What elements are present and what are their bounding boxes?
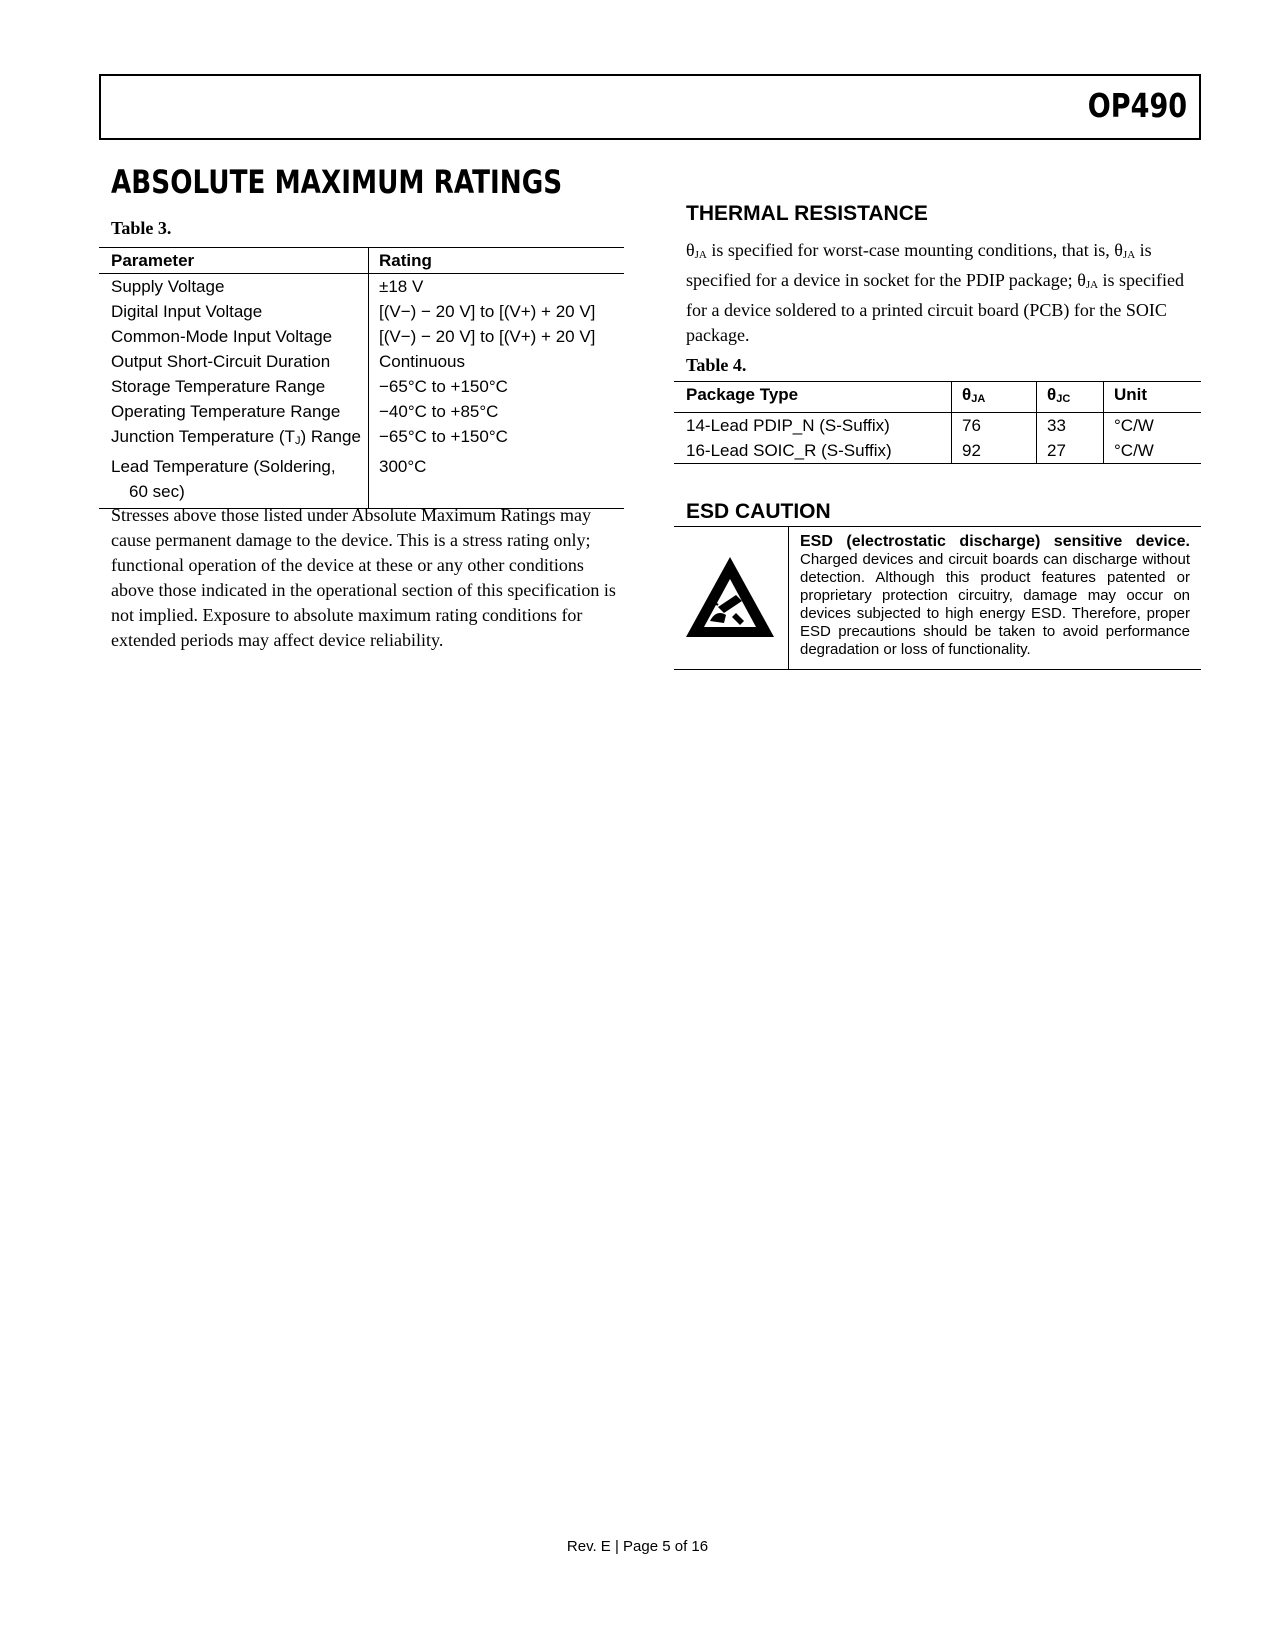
table-row [674,438,1201,464]
ja-subscript: JA [1122,249,1136,261]
theta-symbol: θ [1047,385,1057,404]
theta-symbol: θ [962,385,972,404]
parameter-cell [99,424,369,454]
esd-warning-icon [684,555,776,639]
jc-subscript: JC [1056,393,1071,405]
theta-ja-cell: 76 [952,413,1037,439]
parameter-cell [99,454,369,509]
column-header-rating: Rating [369,248,625,274]
header-box [99,74,1201,140]
parameter-line2: 60 sec) [129,482,185,501]
thermal-text-2: is specified for a device in socket for the PDIP package; [686,240,1152,290]
page-title: ABSOLUTE MAXIMUM RATINGS [111,163,563,201]
parameter-cell: Digital Input Voltage [111,302,263,321]
theta-jc-cell: 27 [1037,438,1104,464]
esd-heading: ESD CAUTION [686,500,831,523]
table3-caption: Table 3. [111,218,172,238]
column-header-theta-jc [1037,382,1104,413]
column-header-package: Package Type [674,382,952,413]
stress-note: Stresses above those listed under Absolute Maximum Ratings may cause permanent damage to the device. This is a stress rating only; functional operation of the device at these or any other conditions above those indicated in the operational section of this specification is not implied. Exposure to absolute maximum rating conditions for extended periods may affect device reliability. [111,505,616,650]
theta-symbol: θ [1114,240,1123,260]
table-row [99,374,624,399]
table-row [99,324,624,349]
table-row [674,413,1201,439]
theta-symbol: θ [686,240,695,260]
parameter-subscript: J [294,435,301,447]
parameter-line1: Lead Temperature (Soldering, [111,457,336,476]
unit-cell: °C/W [1104,438,1202,464]
theta-ja-cell: 92 [952,438,1037,464]
package-cell: 14-Lead PDIP_N (S-Suffix) [686,416,890,435]
table-row [99,454,624,509]
ja-subscript: JA [971,393,986,405]
parameter-cell: Output Short-Circuit Duration [111,352,331,371]
theta-symbol: θ [1077,270,1086,290]
table-row [99,399,624,424]
theta-jc-cell: 33 [1037,413,1104,439]
table-row [99,424,624,454]
page-footer: Rev. E | Page 5 of 16 [566,1538,709,1555]
table4-caption: Table 4. [686,355,747,375]
esd-caution-box [674,526,1201,670]
table-header-row [99,248,624,274]
rating-cell: 300°C [369,454,625,509]
package-cell: 16-Lead SOIC_R (S-Suffix) [674,438,952,464]
ja-subscript: JA [694,249,707,261]
table-row [99,274,624,300]
column-header-unit: Unit [1104,382,1202,413]
esd-body: Charged devices and circuit boards can discharge without detection. Although this product features patented or proprietary protection circuitry, damage may occur on devices subjected to high energy ESD. Therefore, proper ESD precautions should be taken to avoid performance degradation or loss of functionality. [800,551,1190,658]
parameter-cell: Common-Mode Input Voltage [111,327,333,346]
thermal-heading: THERMAL RESISTANCE [686,202,928,225]
part-number: OP490 [1087,86,1187,125]
rating-cell: [(V−) − 20 V] to [(V+) + 20 V] [369,299,625,324]
unit-cell: °C/W [1104,413,1202,439]
parameter-cell: Operating Temperature Range [111,402,341,421]
column-header-theta-ja [952,382,1037,413]
rating-cell: −65°C to +150°C [369,424,625,454]
rating-cell: [(V−) − 20 V] to [(V+) + 20 V] [369,324,625,349]
table-row [99,349,624,374]
parameter-cell: Storage Temperature Range [111,377,326,396]
table-header-row [674,382,1201,413]
parameter-suffix: ) Range [300,427,361,446]
column-header-parameter: Parameter [99,248,369,274]
parameter-cell: Supply Voltage [111,277,225,296]
table-row [99,299,624,324]
esd-text [800,533,1190,659]
ja-subscript: JA [1085,279,1099,291]
thermal-paragraph [686,238,1201,348]
rating-cell: Continuous [369,349,625,374]
rating-cell: ±18 V [369,274,625,300]
esd-divider [788,527,789,669]
parameter-prefix: Junction Temperature (T [111,427,295,446]
absolute-max-ratings-table [99,247,624,509]
rating-cell: −40°C to +85°C [369,399,625,424]
thermal-text-3: is specified for a device soldered to a printed circuit board (PCB) for the SOIC package. [686,270,1185,345]
thermal-text-1: is specified for worst-case mounting conditions, that is, [706,240,1115,260]
rating-cell: −65°C to +150°C [369,374,625,399]
esd-lead: ESD (electrostatic discharge) sensitive device. [800,533,1190,550]
thermal-resistance-table [674,381,1201,464]
